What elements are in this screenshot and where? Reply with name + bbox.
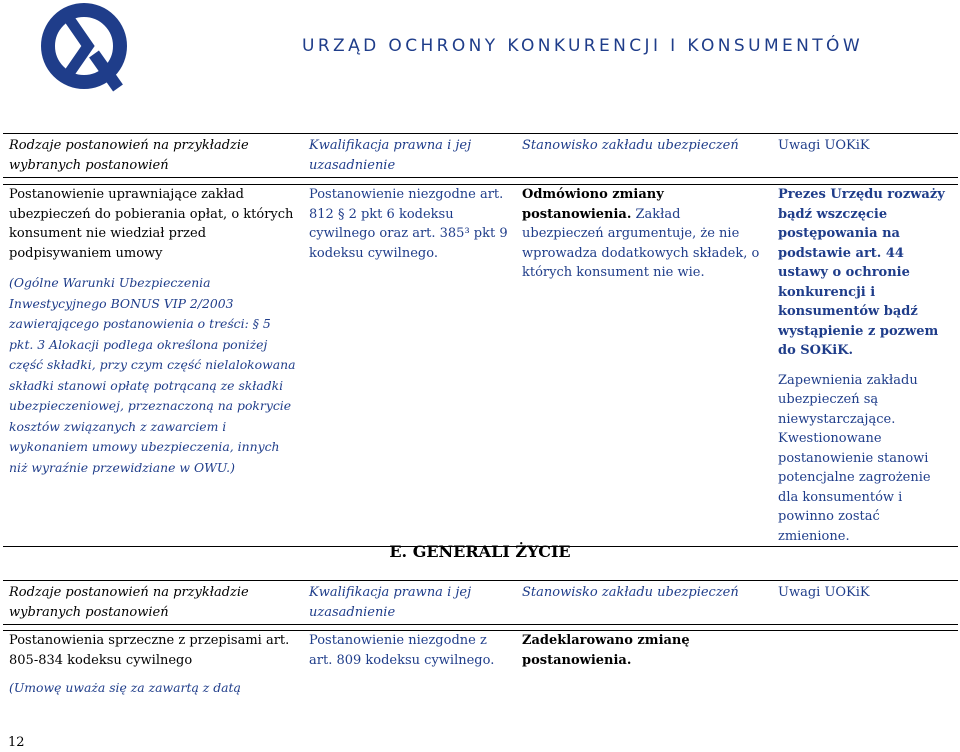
- table-header-row: [3, 581, 958, 625]
- provision-cell: [3, 185, 303, 547]
- provision-description: Postanowienia sprzeczne z przepisami art. 805-834 kodeksu cywilnego: [9, 633, 290, 668]
- insurer-position-text: Zakład ubezpieczeń argumentuje, że nie wprowadza dodatkowych składek, o których konsument nie wie.: [522, 206, 760, 280]
- insurer-position-cell: [516, 185, 772, 547]
- header-title: URZĄD OCHRONY KONKURENCJI I KONSUMENTÓW: [302, 36, 864, 56]
- provisions-table-1: [3, 133, 958, 547]
- uokik-remarks-bold: Prezes Urzędu rozważy bądź wszczęcie postępowania na podstawie art. 44 ustawy o ochronie konkurencji i konsumentów bądź wystąpienie z pozwem do SOKiK.: [778, 187, 945, 358]
- legal-qualification-cell: Postanowienie niezgodne art. 812 § 2 pkt 6 kodeksu cywilnego oraz art. 385³ pkt 9 kodeksu cywilnego.: [303, 185, 516, 547]
- table-header-row: [3, 134, 958, 178]
- uokik-remarks-cell: [772, 185, 958, 547]
- header-legal-qualification: Kwalifikacja prawna i jej uzasadnienie: [303, 581, 516, 625]
- header-insurer-position: Stanowisko zakładu ubezpieczeń: [516, 581, 772, 625]
- table-row: [3, 185, 958, 547]
- page-number: 12: [8, 735, 25, 750]
- section-title: E. GENERALI ŻYCIE: [389, 542, 571, 561]
- header-provision-types: Rodzaje postanowień na przykładzie wybranych postanowień: [3, 134, 303, 178]
- legal-qualification-cell: Postanowienie niezgodne z art. 809 kodeksu cywilnego.: [303, 631, 516, 699]
- header-legal-qualification: Kwalifikacja prawna i jej uzasadnienie: [303, 134, 516, 178]
- table-row: [3, 631, 958, 699]
- header-uokik-remarks: Uwagi UOKiK: [772, 134, 958, 178]
- header-insurer-position: Stanowisko zakładu ubezpieczeń: [516, 134, 772, 178]
- uokik-remarks-cell: [772, 631, 958, 699]
- provision-quote: (Umowę uważa się za zawartą z datą: [9, 680, 241, 695]
- provision-cell: [3, 631, 303, 699]
- insurer-position-bold: Odmówiono zmiany postanowienia.: [522, 187, 664, 222]
- provisions-table-2: [3, 580, 958, 699]
- header-provision-types: Rodzaje postanowień na przykładzie wybranych postanowień: [3, 581, 303, 625]
- provision-description: Postanowienie uprawniające zakład ubezpieczeń do pobierania opłat, o których konsument nie wiedział przed podpisywaniem umowy: [9, 187, 294, 261]
- uokik-logo: [40, 2, 136, 94]
- header-uokik-remarks: Uwagi UOKiK: [772, 581, 958, 625]
- insurer-position-cell: Zadeklarowano zmianę postanowienia.: [516, 631, 772, 699]
- uokik-remarks-text: Zapewnienia zakładu ubezpieczeń są niewystarczające. Kwestionowane postanowienie stanowi potencjalne zagrożenie dla konsumentów i powinno zostać zmienione.: [778, 372, 931, 544]
- provision-quote: (Ogólne Warunki Ubezpieczenia Inwestycyjnego BONUS VIP 2/2003 zawierającego postanowienia o treści: § 5 pkt. 3 Alokacji podlega określona poniżej część składki, przy czym część nielalokowana składki stanowi opłatę potrącaną ze składki ubezpieczeniowej, przeznaczoną na pokrycie kosztów związanych z zawarciem i wykonaniem umowy ubezpieczenia, innych niż wyraźnie przewidziane w OWU.): [9, 275, 296, 475]
